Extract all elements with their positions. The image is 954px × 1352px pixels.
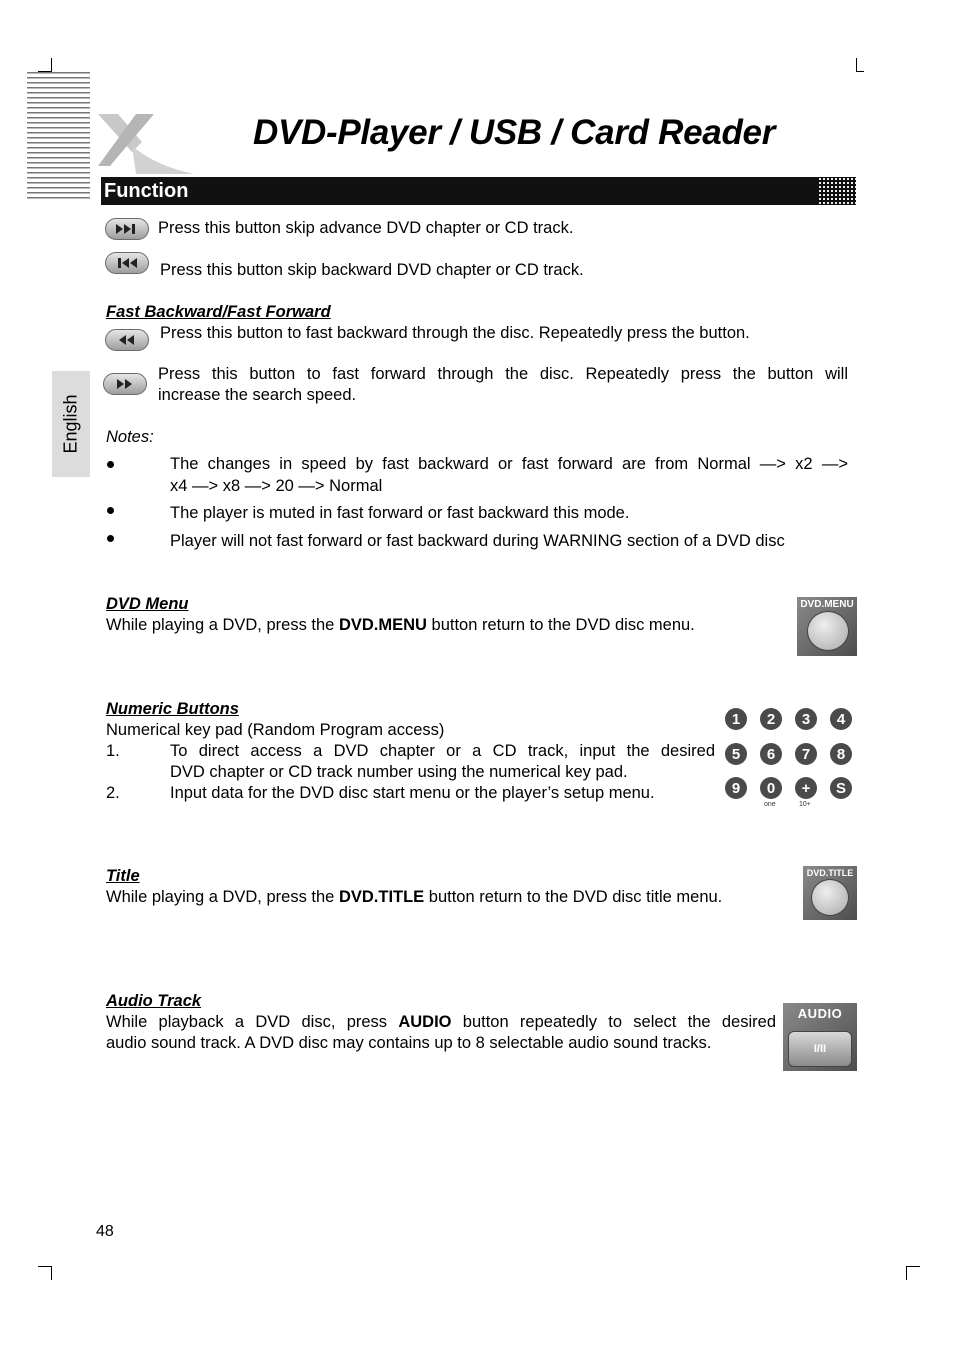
dvd-menu-button-label: DVD.MENU (800, 599, 854, 610)
audio-heading: Audio Track (106, 992, 202, 1010)
numeric-item-2-num: 2. (106, 784, 120, 802)
skip-previous-icon (105, 252, 149, 274)
dvd-menu-text: While playing a DVD, press the DVD.MENU button return to the DVD disc menu. (106, 616, 695, 634)
fast-backward-icon (105, 329, 149, 351)
numeric-item-2-text: Input data for the DVD disc start menu or the player’s setup menu. (170, 784, 655, 802)
section-bar (101, 177, 856, 205)
dvd-title-button-image (803, 866, 857, 920)
numeric-heading: Numeric Buttons (106, 700, 239, 718)
crop-mark-top-right (856, 58, 864, 72)
language-tab (52, 371, 90, 477)
fast-forward-icon (103, 373, 147, 395)
key-6: 6 (760, 743, 782, 765)
key-7: 7 (795, 743, 817, 765)
key-1: 1 (725, 708, 747, 730)
page-number: 48 (96, 1223, 114, 1240)
key-8: 8 (830, 743, 852, 765)
bullet (107, 507, 114, 514)
key-s: S (830, 777, 852, 799)
bullet (107, 535, 114, 542)
title-text: While playing a DVD, press the DVD.TITLE button return to the DVD disc title menu. (106, 888, 723, 906)
key-9: 9 (725, 777, 747, 799)
dvd-menu-heading: DVD Menu (106, 595, 189, 613)
header-stripes (27, 72, 90, 200)
dvd-title-button-label: DVD.TITLE (806, 868, 854, 878)
dvd-menu-button-circle (807, 611, 849, 651)
numeric-keypad-image (719, 704, 859, 812)
page-title: DVD-Player / USB / Card Reader (253, 113, 776, 152)
skip-previous-text: Press this button skip backward DVD chapter or CD track. (160, 261, 584, 279)
audio-button-image (783, 1003, 857, 1071)
key-plus-sublabel: 10+ (799, 801, 811, 808)
fast-backward-text: Press this button to fast backward through the disc. Repeatedly press the button. (160, 324, 750, 342)
brand-logo (96, 106, 196, 176)
audio-button-label: AUDIO (797, 1006, 843, 1021)
numeric-intro: Numerical key pad (Random Program access) (106, 721, 445, 739)
section-bar-dots (818, 177, 856, 205)
key-0-sublabel: one (764, 801, 776, 808)
title-heading: Title (106, 867, 140, 885)
note-item-3: Player will not fast forward or fast backward during WARNING section of a DVD disc (170, 532, 785, 550)
note-item-1-line1: The changes in speed by fast backward or fast forward are from Normal —> x2 —> (170, 455, 848, 473)
note-item-1-line2: x4 —> x8 —> 20 —> Normal (170, 477, 383, 495)
key-2: 2 (760, 708, 782, 730)
notes-label: Notes: (106, 428, 154, 446)
audio-text-line2: audio sound track. A DVD disc may contains up to 8 selectable audio sound tracks. (106, 1034, 712, 1052)
key-plus: + (795, 777, 817, 799)
crop-mark-top-left (38, 58, 52, 72)
skip-next-icon (105, 218, 149, 240)
note-item-2: The player is muted in fast forward or fast backward this mode. (170, 504, 630, 522)
audio-button-sublabel: I/II (813, 1043, 827, 1055)
numeric-item-1-line1: To direct access a DVD chapter or a CD track, input the desired (170, 742, 715, 760)
numeric-item-1-num: 1. (106, 742, 120, 760)
language-tab-label: English (60, 394, 81, 454)
key-4: 4 (830, 708, 852, 730)
key-3: 3 (795, 708, 817, 730)
fast-forward-text-line1: Press this button to fast forward through the disc. Repeatedly press the button will (158, 365, 848, 383)
key-0: 0 (760, 777, 782, 799)
crop-mark-bottom-right (906, 1266, 920, 1280)
crop-mark-bottom-left (38, 1266, 52, 1280)
audio-button-key (788, 1031, 852, 1067)
section-title: Function (104, 180, 189, 202)
dvd-menu-button-image (797, 597, 857, 656)
numeric-item-1-line2: DVD chapter or CD track number using the numerical key pad. (170, 763, 628, 781)
fast-forward-text-line2: increase the search speed. (158, 386, 357, 404)
skip-next-text: Press this button skip advance DVD chapter or CD track. (158, 219, 574, 237)
key-5: 5 (725, 743, 747, 765)
dvd-title-button-circle (811, 879, 849, 916)
bullet (107, 461, 114, 468)
audio-text-line1: While playback a DVD disc, press AUDIO button repeatedly to select the desired (106, 1013, 776, 1031)
fast-heading: Fast Backward/Fast Forward (106, 303, 331, 321)
